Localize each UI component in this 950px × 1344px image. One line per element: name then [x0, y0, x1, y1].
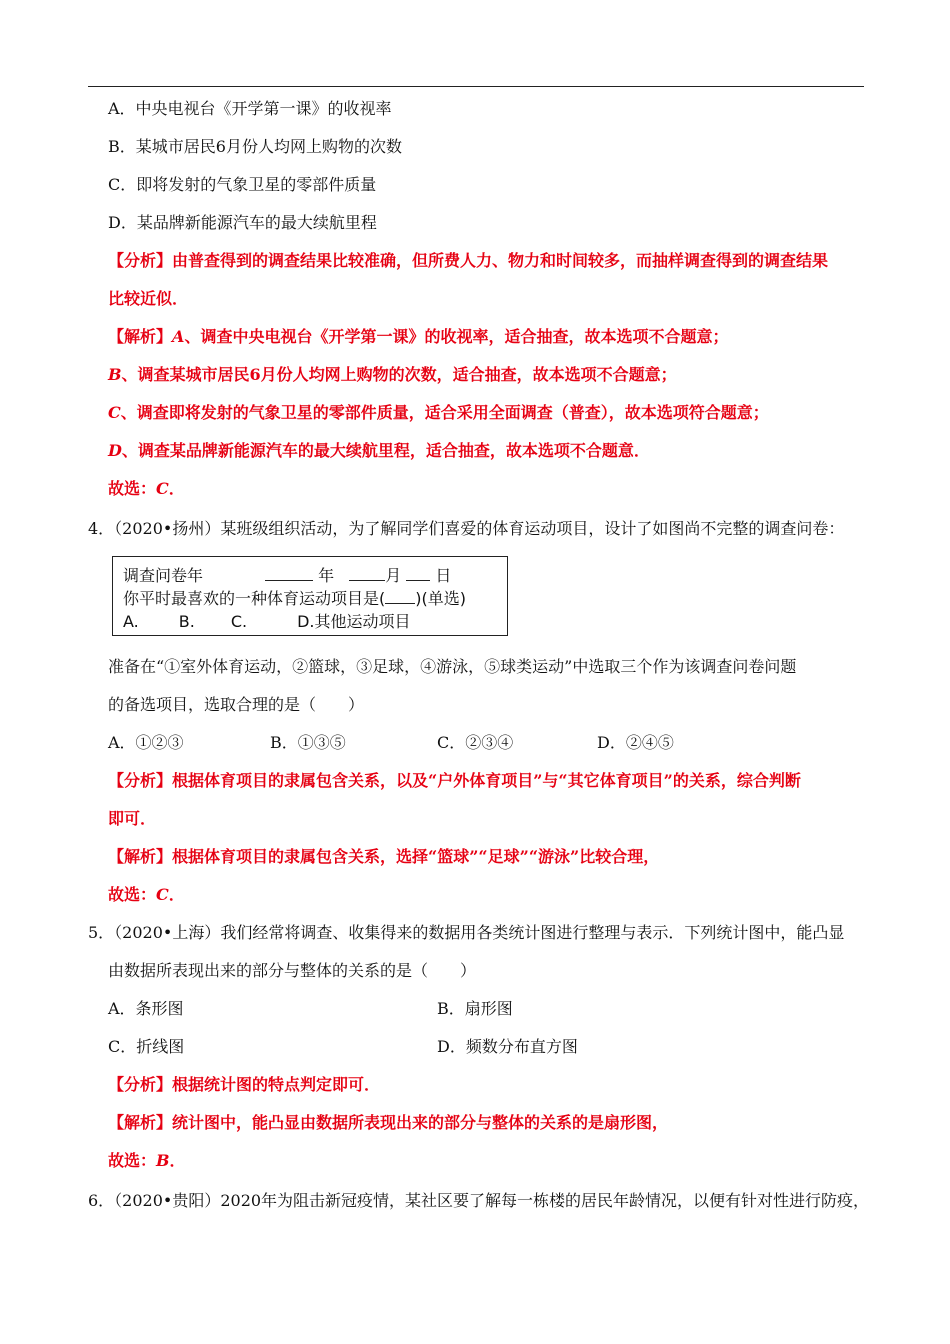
analysis-tag: 【分析】 — [108, 1075, 173, 1094]
solution-text: 根据体育项目的隶属包含关系，选择“篮球”“足球”“游泳”比较合理， — [172, 847, 660, 866]
q6-stem: 6．（2020•贵阳）2020年为阻击新冠疫情，某社区要了解每一栋楼的居民年龄情况，以便有针对性进行防疫， — [88, 1191, 870, 1210]
q5-option-c: C．折线图 — [108, 1037, 185, 1056]
q3-analysis — [108, 250, 828, 272]
q4-analysis — [108, 770, 801, 792]
q3-solution-a — [108, 326, 728, 348]
q4-option-b: B．①③⑤ — [270, 733, 346, 752]
answer-dot: ． — [168, 479, 185, 498]
q3-option-b: B．某城市居民6月份人均网上购物的次数 — [108, 137, 402, 156]
answer-blank — [385, 589, 415, 604]
q4-option-c: C．②③④ — [437, 733, 514, 752]
q3-option-c: C．即将发射的气象卫星的零部件质量 — [108, 175, 377, 194]
letter: A — [172, 327, 185, 346]
survey-options-row — [123, 612, 411, 632]
q3-option-a: A．中央电视台《开学第一课》的收视率 — [108, 99, 392, 118]
q4-stem: 4．（2020•扬州）某班级组织活动，为了解同学们喜爱的体育运动项目，设计了如图尚不完整的调查问卷： — [88, 519, 845, 538]
q4-stem-2: 准备在“①室外体育运动，②篮球，③足球，④游泳，⑤球类运动”中选取三个作为该调查问卷问题 — [108, 657, 797, 676]
answer-prefix: 故选： — [108, 1151, 157, 1170]
analysis-text: 由普查得到的调查结果比较准确，但所费人力、物力和时间较多，而抽样调查得到的调查结果 — [172, 251, 829, 270]
q4-option-a: A．①②③ — [108, 733, 184, 752]
letter: B — [108, 365, 122, 384]
answer-dot: ． — [168, 885, 185, 904]
survey-question-row — [123, 589, 466, 609]
solution-tag: 【解析】 — [108, 1113, 173, 1132]
year-label: 年 — [318, 566, 335, 585]
q5-solution — [108, 1112, 668, 1134]
q5-option-a: A．条形图 — [108, 999, 184, 1018]
analysis-text: 根据统计图的特点判定即可． — [172, 1075, 381, 1094]
q3-solution-c — [108, 402, 769, 424]
survey-title-row — [123, 566, 451, 586]
q5-stem-2: 由数据所表现出来的部分与整体的关系的是（ ） — [108, 961, 477, 980]
answer-letter: B — [156, 1151, 170, 1170]
solution-text: 、调查即将发射的气象卫星的零部件质量，适合采用全面调查（普查），故本选项符合题意； — [120, 403, 769, 422]
solution-text: 统计图中，能凸显由数据所表现出来的部分与整体的关系的是扇形图， — [172, 1113, 669, 1132]
q5-option-d: D．频数分布直方图 — [437, 1037, 578, 1056]
header-rule — [88, 86, 864, 87]
survey-form-image — [112, 556, 508, 636]
survey-option-b: B. — [178, 612, 195, 631]
q4-solution — [108, 846, 659, 868]
q4-analysis-cont: 即可． — [108, 809, 157, 828]
month-label: 月 — [385, 566, 402, 585]
solution-text: 、调查中央电视台《开学第一课》的收视率，适合抽查，故本选项不合题意； — [184, 327, 729, 346]
q5-option-b: B．扇形图 — [437, 999, 513, 1018]
survey-option-a: A. — [123, 612, 139, 631]
survey-question-end: )(单选) — [415, 589, 466, 608]
q5-analysis — [108, 1074, 380, 1096]
q4-option-d: D．②④⑤ — [597, 733, 674, 752]
q3-option-d: D．某品牌新能源汽车的最大续航里程 — [108, 213, 377, 232]
answer-prefix: 故选： — [108, 885, 157, 904]
survey-option-d: D.其他运动项目 — [297, 612, 411, 631]
q3-answer — [108, 478, 185, 500]
q4-answer — [108, 884, 185, 906]
q3-solution-b — [108, 364, 677, 386]
answer-dot: ． — [169, 1151, 186, 1170]
analysis-tag: 【分析】 — [108, 251, 173, 270]
analysis-text: 根据体育项目的隶属包含关系，以及“户外体育项目”与“其它体育项目”的关系，综合判断 — [172, 771, 801, 790]
answer-letter: C — [156, 885, 169, 904]
solution-text: 、调查某城市居民6月份人均网上购物的次数，适合抽查，故本选项不合题意； — [121, 365, 677, 384]
month-blank — [349, 566, 385, 581]
q3-analysis-cont: 比较近似． — [108, 289, 189, 308]
letter: D — [108, 441, 122, 460]
day-label: 日 — [435, 566, 452, 585]
analysis-tag: 【分析】 — [108, 771, 173, 790]
q5-stem: 5．（2020•上海）我们经常将调查、收集得来的数据用各类统计图进行整理与表示．下列统计图中，能凸显 — [88, 923, 845, 942]
answer-prefix: 故选： — [108, 479, 157, 498]
day-blank — [406, 566, 430, 581]
solution-tag: 【解析】 — [108, 847, 173, 866]
q5-answer — [108, 1150, 186, 1172]
q3-solution-d — [108, 440, 650, 462]
solution-tag: 【解析】 — [108, 327, 173, 346]
letter: C — [108, 403, 121, 422]
year-blank — [265, 566, 313, 581]
survey-option-c: C. — [230, 612, 248, 631]
answer-letter: C — [156, 479, 169, 498]
solution-text: 、调查某品牌新能源汽车的最大续航里程，适合抽查，故本选项不合题意． — [121, 441, 650, 460]
survey-question: 你平时最喜欢的一种体育运动项目是( — [123, 589, 386, 608]
survey-title: 调查问卷年 — [123, 566, 204, 585]
q4-stem-3: 的备选项目，选取合理的是（ ） — [108, 695, 365, 714]
